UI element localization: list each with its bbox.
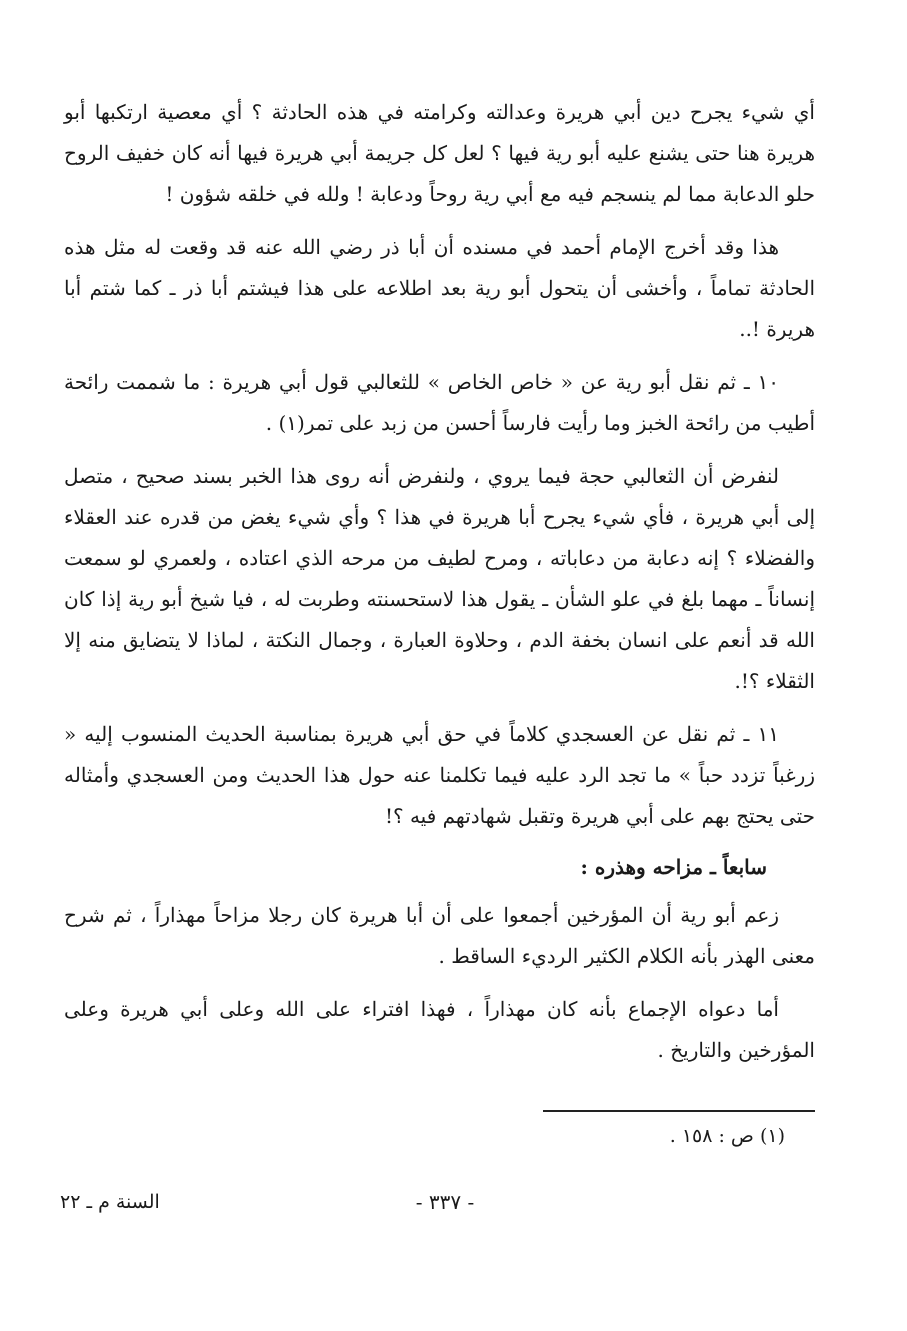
footnote-divider (543, 1110, 815, 1112)
section-heading: سابعاً ـ مزاحه وهذره : (580, 855, 767, 879)
paragraph-2: هذا وقد أخرج الإمام أحمد في مسنده أن أبا ذر رضي الله عنه قد وقعت له مثل هذه الحادثة تماماً ، وأخشى أن يتحول أبو رية بعد اطلاعه على هذا فيشتم أبا ذر ـ كما شتم أبا هريرة !.. (64, 235, 815, 341)
page-number: - ٣٣٧ - (415, 1190, 475, 1214)
printer-signature: السنة م ـ ٢٢ (60, 1191, 160, 1213)
main-text (64, 92, 815, 1083)
paragraph-6: زعم أبو رية أن المؤرخين أجمعوا على أن أبا هريرة كان رجلا مزاحاً مهذاراً ، ثم شرح معنى الهذر بأنه الكلام الكثير الرديء الساقط . (64, 903, 815, 968)
paragraph-4: لنفرض أن الثعالبي حجة فيما يروي ، ولنفرض أنه روى هذا الخبر بسند صحيح ، متصل إلى أبي هريرة ، فأي شيء يجرح أبا هريرة في هذا ؟ وأي شيء يغض من قدره عند العقلاء والفضلاء ؟ إنه دعابة من دعاباته ، ومرح لطيف من مرحه الذي اعتاده ، ولعمري لو سمعت إنساناً ـ مهما بلغ في علو الشأن ـ يقول هذا لاستحسنته وطربت له ، فيا شيخ أبو رية إذا كان الله قد أنعم على انسان بخفة الدم ، وحلاوة العبارة ، وجمال النكتة ، لماذا لا يتضايق منه إلا الثقلاء ؟!. (64, 464, 815, 693)
paragraph-5: ١١ ـ ثم نقل عن العسجدي كلاماً في حق أبي هريرة بمناسبة الحديث المنسوب إليه « زرغباً تزدد حباً » ما تجد الرد عليه فيما تكلمنا عنه حول هذا الحديث ومن العسجدي وأمثاله حتى يحتج بهم على أبي هريرة وتقبل شهادتهم فيه ؟! (64, 722, 815, 828)
paragraph-3: ١٠ ـ ثم نقل أبو رية عن « خاص الخاص » للثعالبي قول أبي هريرة : ما شممت رائحة أطيب من رائحة الخبز وما رأيت فارساً أحسن من زبد على تمر(١) . (64, 370, 815, 435)
footnote: (١) ص : ١٥٨ . (669, 1125, 785, 1147)
paragraph-1: أي شيء يجرح دين أبي هريرة وعدالته وكرامته في هذه الحادثة ؟ أي معصية ارتكبها أبو هريرة هنا حتى يشنع عليه أبو رية فيها ؟ لعل كل جريمة أبي هريرة فيها أنه كان خفيف الروح حلو الدعابة مما لم ينسجم فيه مع أبي رية روحاً ودعابة ! ولله في خلقه شؤون ! (64, 100, 815, 206)
paragraph-7: أما دعواه الإجماع بأنه كان مهذاراً ، فهذا افتراء على الله وعلى أبي هريرة وعلى المؤرخين والتاريخ . (64, 997, 815, 1062)
